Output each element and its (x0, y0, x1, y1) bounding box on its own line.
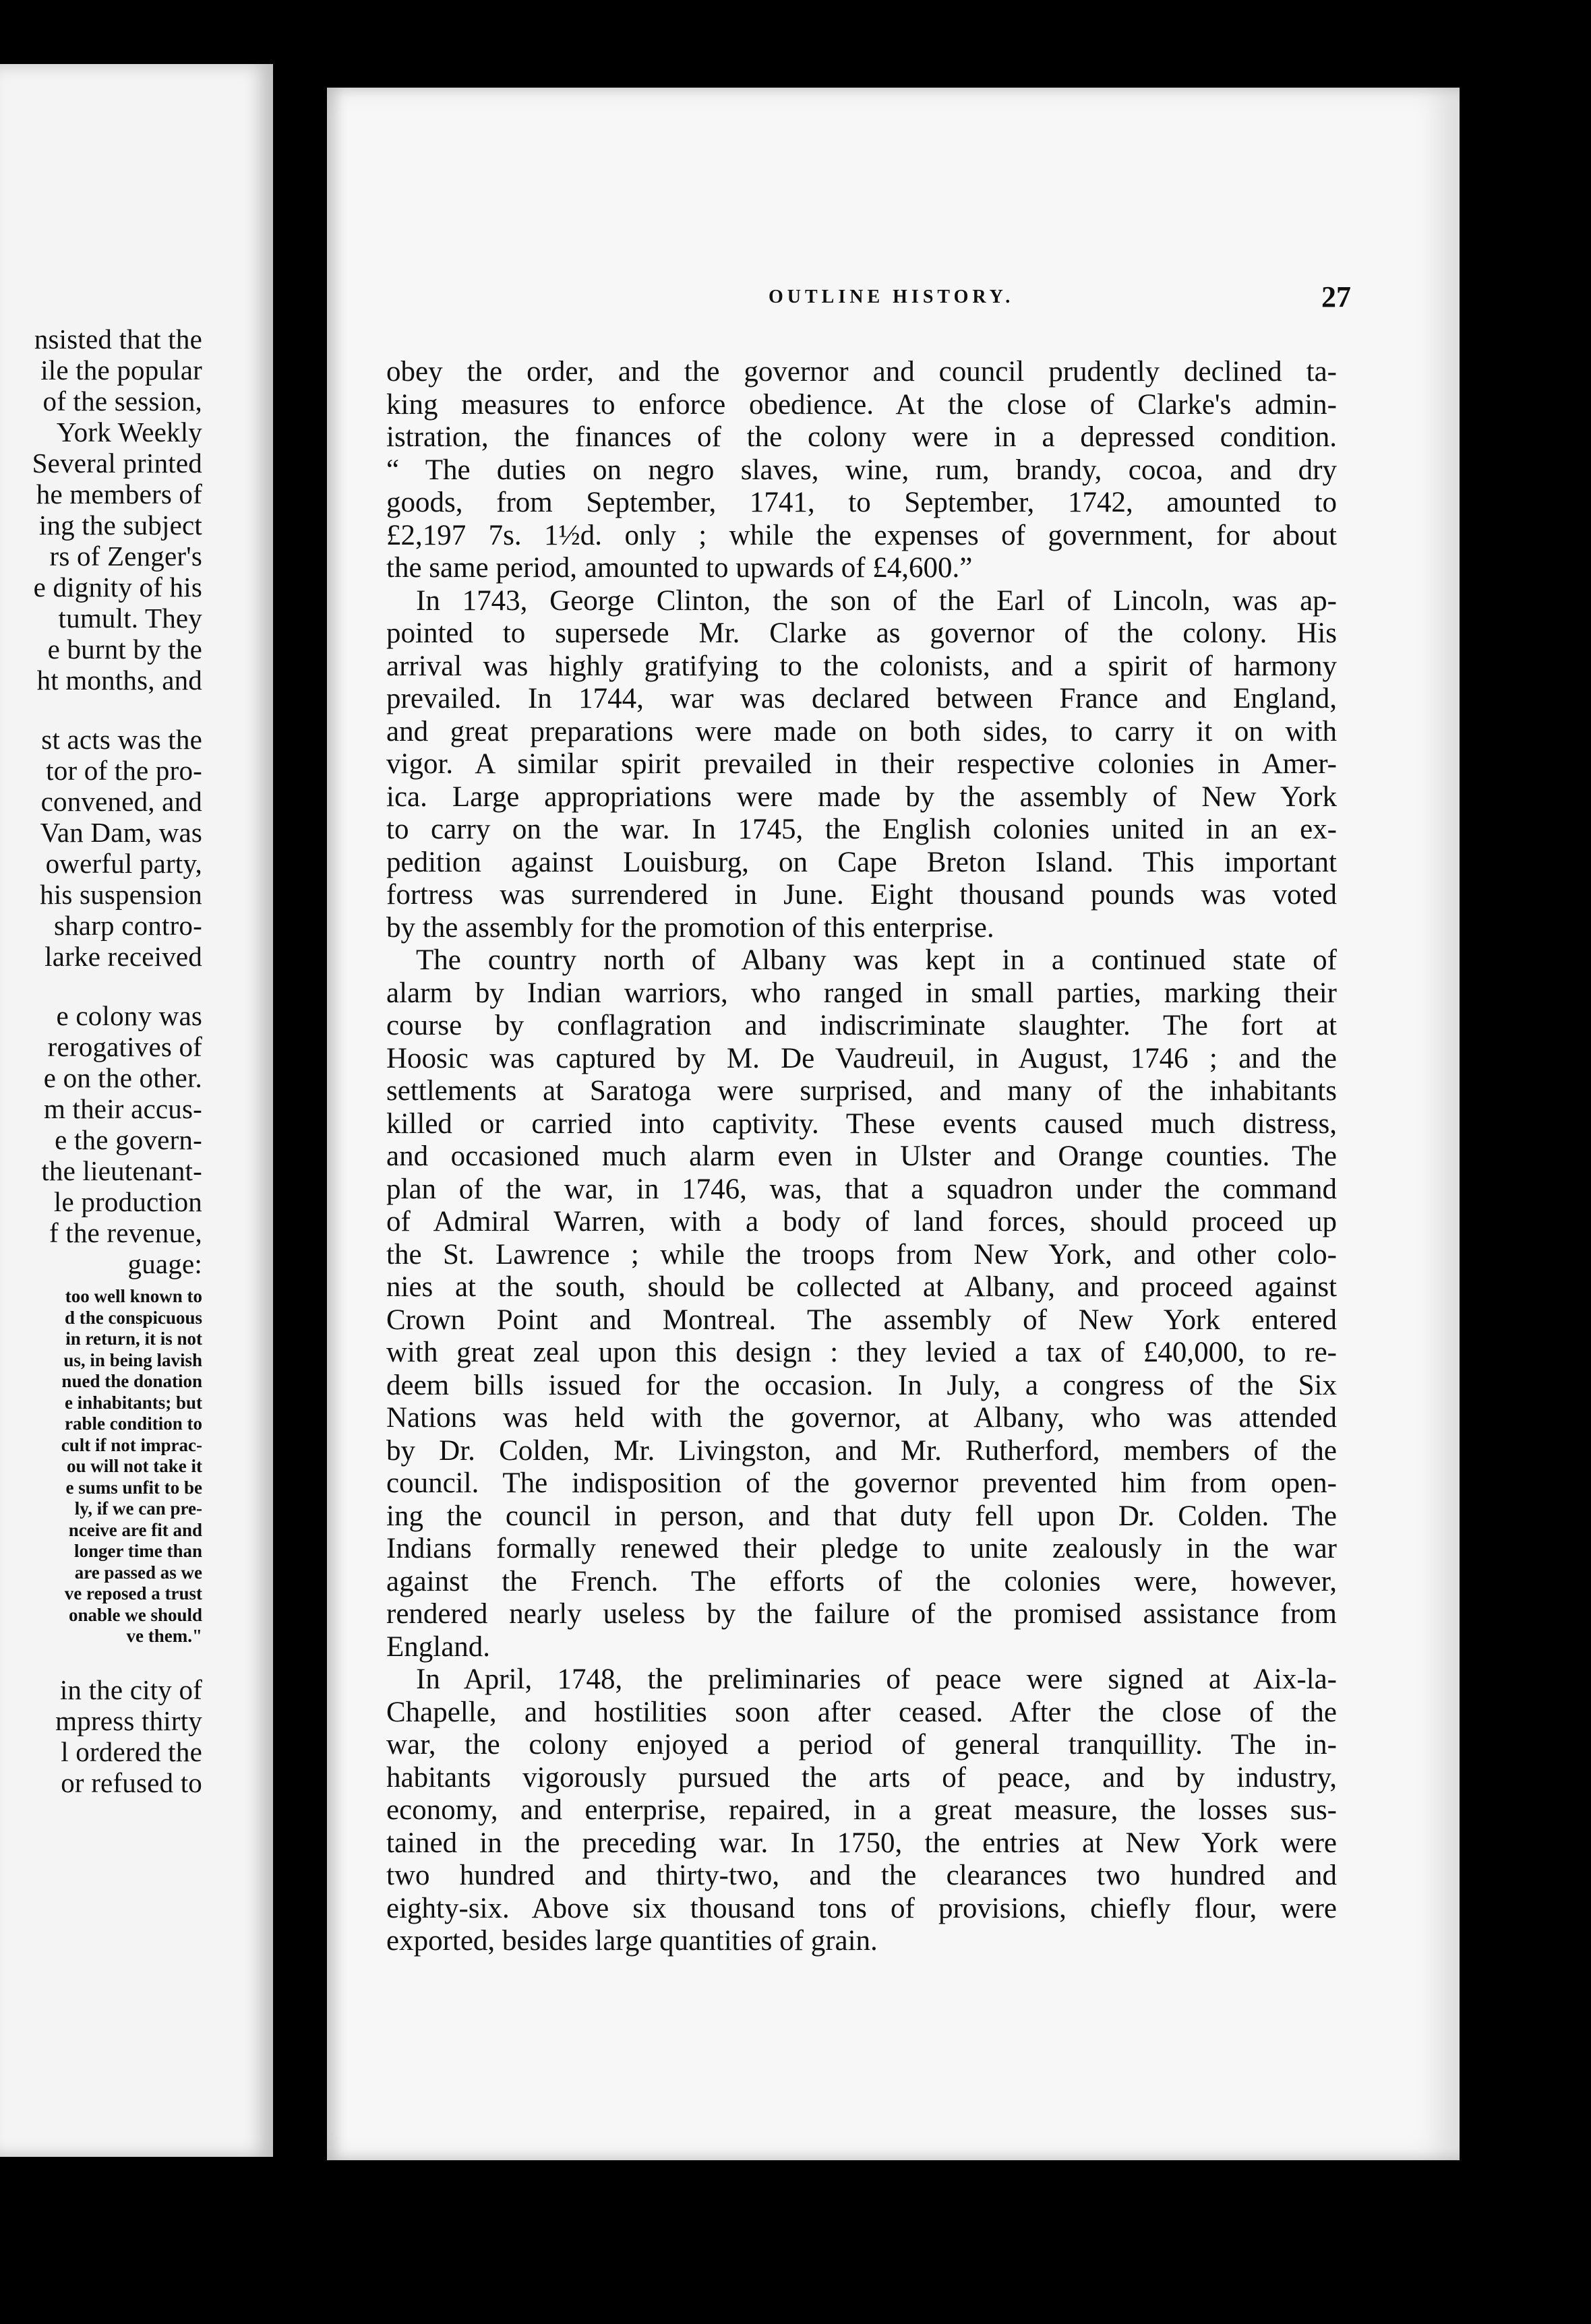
body-line: ica. Large appropriations were made by the assembly of New York (386, 781, 1337, 813)
body-line: Chapelle, and hostilities soon after ceased. After the close of the (386, 1696, 1337, 1728)
body-line: by Dr. Colden, Mr. Livingston, and Mr. Rutherford, members of the (386, 1434, 1337, 1467)
left-page-line: Several printed (32, 448, 202, 479)
body-line: istration, the finances of the colony were in a depressed condition. (386, 421, 1337, 453)
body-text (386, 356, 1337, 1958)
left-page-line: York Weekly (56, 417, 202, 448)
body-line: economy, and enterprise, repaired, in a great measure, the losses sus- (386, 1794, 1337, 1826)
left-page-line: e burnt by the (47, 634, 202, 665)
left-page-line: nsisted that the (34, 324, 202, 355)
left-page-line: guage: (127, 1248, 202, 1279)
left-page-line: larke received (44, 941, 202, 972)
left-page-line: nued the donation (61, 1371, 202, 1391)
left-page-line: sharp contro- (53, 910, 202, 941)
left-page-line: he members of (36, 479, 202, 510)
left-page-line: e colony was (56, 1000, 202, 1031)
left-page-line: d the conspicuous (64, 1307, 202, 1328)
left-page-line: in return, it is not (65, 1328, 202, 1349)
body-line: arrival was highly gratifying to the colonists, and a spirit of harmony (386, 650, 1337, 682)
running-head: OUTLINE HISTORY. (769, 286, 1015, 307)
left-page-line: e dignity of his (33, 572, 202, 603)
left-page-line: his suspension (40, 879, 202, 910)
left-page-line: tor of the pro- (46, 755, 202, 786)
body-line: habitants vigorously pursued the arts of peace, and by industry, (386, 1761, 1337, 1794)
left-page-line: us, in being lavish (63, 1349, 202, 1370)
left-page-line: rable condition to (64, 1413, 202, 1434)
body-line: The country north of Albany was kept in a continued state of (416, 944, 1337, 976)
left-page-line: st acts was the (41, 724, 202, 755)
body-line: England. (386, 1630, 491, 1663)
body-line: course by conflagration and indiscriminate slaughter. The fort at (386, 1010, 1337, 1041)
left-page-line: e inhabitants; but (64, 1392, 202, 1413)
left-page-line: l ordered the (61, 1736, 202, 1767)
left-page-line: in the city of (59, 1674, 202, 1705)
right-page (327, 88, 1460, 2160)
body-line: by the assembly for the promotion of this enterprise. (386, 911, 994, 944)
left-page-line: e sums unfit to be (65, 1477, 202, 1498)
body-line: Indians formally renewed their pledge to unite zealously in the war (386, 1533, 1337, 1564)
body-line: ing the council in person, and that duty fell upon Dr. Colden. The (386, 1500, 1337, 1532)
body-line: against the French. The efforts of the colonies were, however, (386, 1565, 1337, 1597)
body-line: to carry on the war. In 1745, the English colonies united in an ex- (386, 814, 1337, 845)
body-line: nies at the south, should be collected at Albany, and proceed against (386, 1271, 1337, 1303)
body-line: of Admiral Warren, with a body of land forces, should proceed up (386, 1206, 1337, 1237)
left-page-line: of the session, (42, 386, 202, 417)
body-line: king measures to enforce obedience. At the close of Clarke's admin- (386, 388, 1337, 421)
body-line: war, the colony enjoyed a period of general tranquillity. The in- (386, 1729, 1337, 1761)
body-line: Hoosic was captured by M. De Vaudreuil, in August, 1746 ; and the (386, 1042, 1337, 1074)
body-line: deem bills issued for the occasion. In July, a congress of the Six (386, 1369, 1337, 1401)
body-line: vigor. A similar spirit prevailed in their respective colonies in Amer- (386, 748, 1337, 780)
left-page (0, 64, 273, 2157)
left-page-line: ht months, and (36, 665, 202, 696)
left-page-line: mpress thirty (55, 1705, 202, 1736)
body-line: In April, 1748, the preliminaries of peace were signed at Aix-la- (416, 1663, 1337, 1695)
left-page-line: le production (53, 1186, 202, 1217)
left-page-line: ve reposed a trust (64, 1583, 202, 1603)
body-line: “ The duties on negro slaves, wine, rum, brandy, cocoa, and dry (386, 454, 1337, 486)
body-line: two hundred and thirty-two, and the clearances two hundred and (386, 1860, 1337, 1891)
left-page-line: ve them." (126, 1626, 202, 1646)
body-line: killed or carried into captivity. These events caused much distress, (386, 1107, 1337, 1140)
left-page-line: rerogatives of (47, 1031, 202, 1062)
left-page-line: e on the other. (43, 1062, 202, 1093)
left-page-line: owerful party, (45, 848, 202, 879)
left-page-line: ile the popular (40, 355, 202, 386)
body-line: Crown Point and Montreal. The assembly of New York entered (386, 1304, 1337, 1336)
body-line: fortress was surrendered in June. Eight thousand pounds was voted (386, 879, 1337, 911)
left-page-line: are passed as we (74, 1562, 202, 1583)
left-page-line: ly, if we can pre- (74, 1498, 202, 1519)
left-page-line: rs of Zenger's (49, 541, 202, 572)
body-line: settlements at Saratoga were surprised, and many of the inhabitants (386, 1075, 1337, 1107)
left-page-line: e the govern- (55, 1124, 202, 1155)
left-page-line: f the revenue, (49, 1217, 202, 1248)
page-number: 27 (1321, 280, 1351, 313)
left-page-line: ou will not take it (66, 1456, 202, 1476)
left-page-line: nceive are fit and (68, 1519, 202, 1540)
body-line: and great preparations were made on both sides, to carry it on with (386, 715, 1337, 747)
body-line: council. The indisposition of the governor prevented him from open- (386, 1467, 1337, 1499)
body-line: £2,197 7s. 1½d. only ; while the expenses of government, for about (386, 519, 1337, 551)
body-line: goods, from September, 1741, to September, 1742, amounted to (386, 487, 1337, 518)
body-line: Nations was held with the governor, at Albany, who was attended (386, 1402, 1337, 1434)
body-line: eighty-six. Above six thousand tons of provisions, chiefly flour, were (386, 1892, 1337, 1924)
body-line: In 1743, George Clinton, the son of the Earl of Lincoln, was ap- (416, 584, 1337, 617)
body-line: rendered nearly useless by the failure of the promised assistance from (386, 1598, 1337, 1630)
left-page-line: longer time than (74, 1541, 202, 1561)
left-page-line: too well known to (65, 1286, 202, 1306)
body-line: tained in the preceding war. In 1750, the entries at New York were (386, 1827, 1337, 1859)
body-line: alarm by Indian warriors, who ranged in small parties, marking their (386, 977, 1337, 1009)
left-page-line: or refused to (61, 1767, 202, 1798)
left-page-line: the lieutenant- (41, 1155, 202, 1186)
body-line: exported, besides large quantities of grain. (386, 1925, 878, 1957)
body-line: the same period, amounted to upwards of £4,600.” (386, 552, 973, 584)
left-page-line: ing the subject (38, 510, 202, 541)
left-page-line: m their accus- (43, 1093, 202, 1124)
body-line: prevailed. In 1744, war was declared between France and England, (386, 683, 1337, 714)
left-page-line: Van Dam, was (40, 817, 202, 848)
left-page-line: cult if not imprac- (61, 1434, 202, 1455)
body-line: plan of the war, in 1746, was, that a squadron under the command (386, 1173, 1337, 1205)
body-line: and occasioned much alarm even in Ulster and Orange counties. The (386, 1140, 1337, 1172)
left-page-text (0, 324, 202, 1798)
left-page-line: convened, and (40, 786, 202, 817)
left-page-line: onable we should (68, 1604, 202, 1625)
body-line: the St. Lawrence ; while the troops from New York, and other colo- (386, 1238, 1337, 1271)
body-line: with great zeal upon this design : they levied a tax of £40,000, to re- (386, 1337, 1337, 1368)
body-line: pointed to supersede Mr. Clarke as governor of the colony. His (386, 617, 1337, 649)
body-line: pedition against Louisburg, on Cape Breton Island. This important (386, 846, 1337, 878)
left-page-line: tumult. They (58, 603, 202, 634)
body-line: obey the order, and the governor and council prudently declined ta- (386, 356, 1337, 388)
